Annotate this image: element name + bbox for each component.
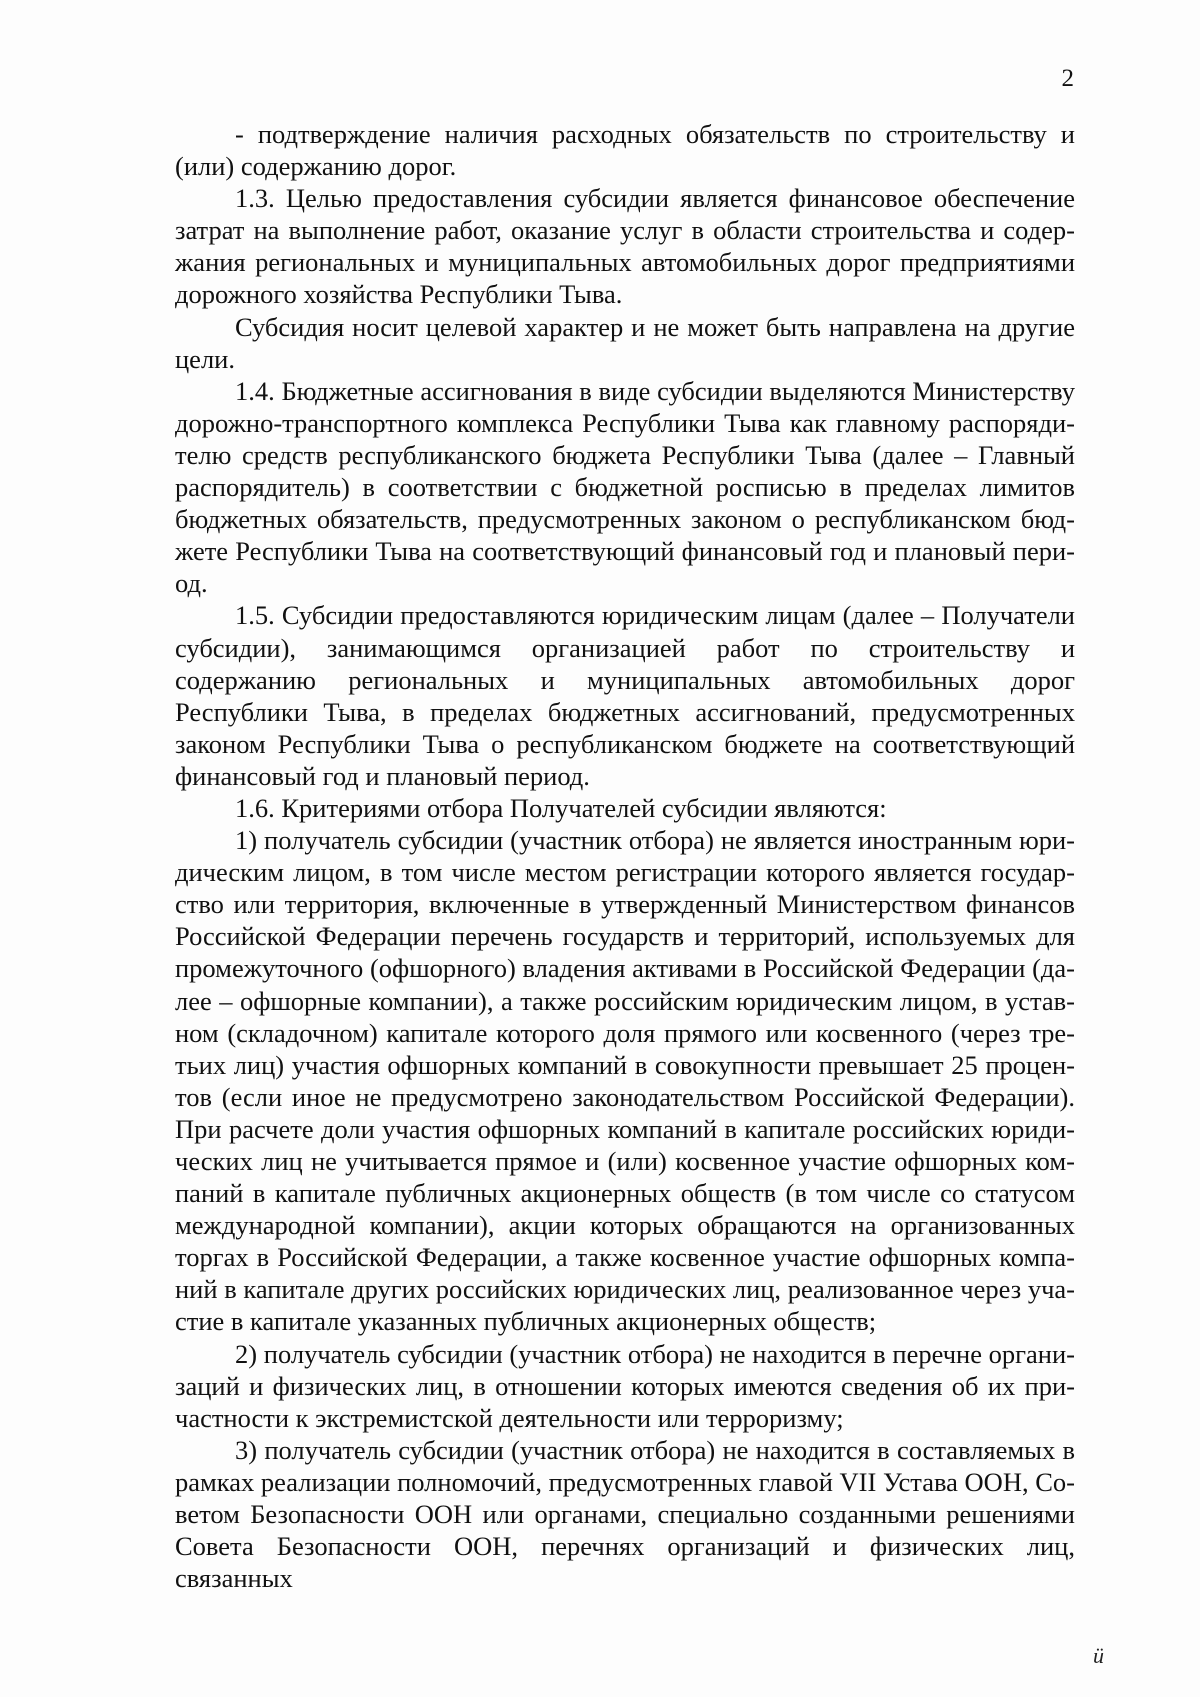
criterion-2-extremism: 2) получатель субсидии (участник отбора) не находится в перечне организаций и физических лиц, в отношении которых имеются сведения об их причастности к экстремистской деятельности или терроризму; (175, 1338, 1075, 1433)
handwritten-corner-mark: ü (1093, 1643, 1104, 1668)
paragraph-1-6-criteria: 1.6. Критериями отбора Получателей субсидии являются: (235, 792, 887, 823)
criterion-1-offshore: 1) получатель субсидии (участник отбора) не является иностранным юридическим лицом, в том числе местом регистрации которого является государство или территория, включенные в утвержденный Министерством финансов Российской Федерации перечень государств и территорий, используемых для промежуточного (офшорного) владения активами в Российской Федерации (далее – офшорные компании), а также российским юридическим лицом, в уставном (складочном) капитале которого доля прямого или косвенного (через третьих лиц) участия офшорных компаний в совокупности превышает 25 процентов (если иное не предусмотрено законодательством Российской Федерации). При расчете доли участия офшорных компаний в капитале российских юридических лиц не учитывается прямое и (или) косвенное участие офшорных компаний в капитале публичных акционерных обществ (в том числе со статусом международной компании), акции которых обращаются на организованных торгах в Российской Федерации, а также косвенное участие офшорных компаний в капитале других российских юридических лиц, реализованное через участие в капитале указанных публичных акционерных обществ; (175, 825, 1075, 1337)
paragraph-1-4-budget-allocations: 1.4. Бюджетные ассигнования в виде субсидии выделяются Министерству дорожно-транспортного комплекса Республики Тыва как главному распорядителю средств республиканского бюджета Республики Тыва (далее – Главный распорядитель) в соответствии с бюджетной росписью в пределах лимитов бюджетных обязательств, предусмотренных законом о республиканском бюджете Республики Тыва на соответствующий финансовый год и плановый период. (175, 375, 1075, 599)
paragraph-1-3-purpose: 1.3. Целью предоставления субсидии является финансовое обеспечение затрат на выполнение работ, оказание услуг в области строительства и содержания региональных и муниципальных автомобильных дорог предприятиями дорожного хозяйства Республики Тыва. (175, 183, 1075, 310)
document-body (175, 118, 1075, 1594)
page-number: 2 (1061, 65, 1074, 92)
criterion-3-un-lists: 3) получатель субсидии (участник отбора) не находится в составляемых в рамках реализации полномочий, предусмотренных главой VII Устава ООН, Советом Безопасности ООН или органами, специально созданными решениями Совета Безопасности ООН, перечнях организаций и физических лиц, связанных (175, 1434, 1075, 1594)
paragraph-road-obligations: - подтверждение наличия расходных обязательств по строительству и (или) содержанию дорог. (175, 119, 1075, 182)
paragraph-1-5-recipients: 1.5. Субсидии предоставляются юридическим лицам (далее – Получатели субсидии), занимающимся организацией работ по строительству и содержанию региональных и муниципальных автомобильных дорог Республики Тыва, в пределах бюджетных ассигнований, предусмотренных законом Республики Тыва о республиканском бюджете на соответствующий финансовый год и плановый период. (175, 600, 1075, 791)
paragraph-targeted-use: Субсидия носит целевой характер и не может быть направлена на другие цели. (175, 311, 1075, 374)
